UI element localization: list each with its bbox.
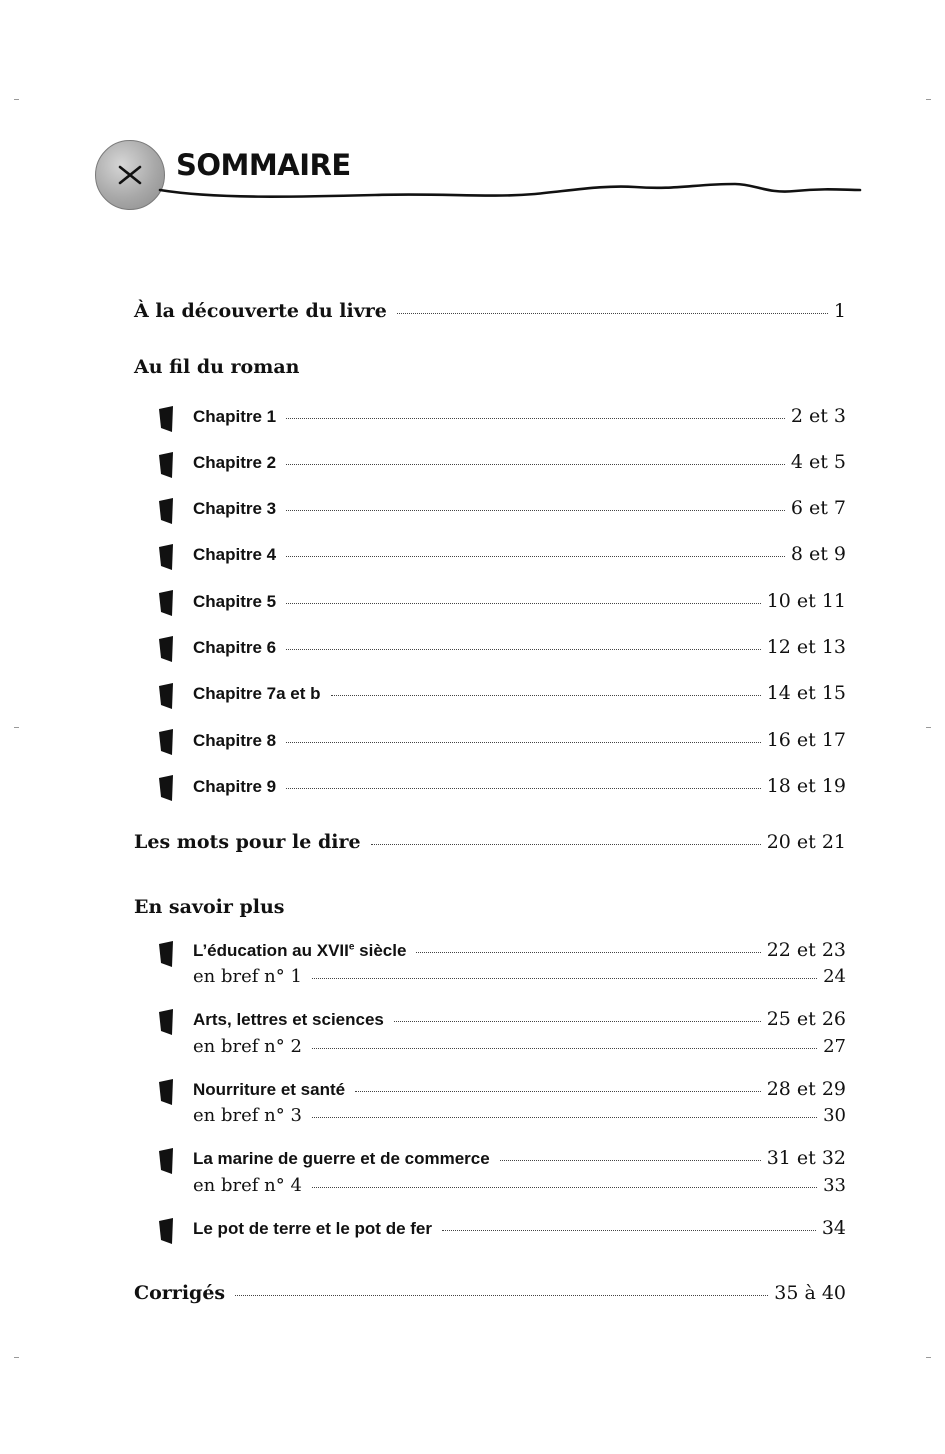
bullet-icon [158, 941, 174, 967]
dot-leader [286, 509, 785, 511]
toc-page: 8 et 9 [790, 543, 846, 565]
dot-leader [286, 417, 785, 419]
toc-label: Chapitre 9 [193, 777, 277, 796]
close-x-icon [116, 164, 144, 186]
dot-leader [286, 787, 761, 789]
toc-entry-chapter[interactable] [193, 729, 846, 751]
dot-leader [312, 1116, 817, 1118]
toc-page: 30 [823, 1105, 846, 1126]
dot-leader [500, 1159, 761, 1161]
toc-entry-brief[interactable] [193, 1175, 846, 1196]
bullet-icon [158, 636, 174, 662]
toc-label: en bref n° 2 [193, 1036, 302, 1057]
toc-entry-savoir[interactable] [193, 1078, 846, 1100]
dot-leader [442, 1229, 816, 1231]
toc-entry-savoir[interactable] [193, 1008, 846, 1030]
toc-label: À la découverte du livre [134, 300, 387, 322]
wavy-underline [155, 178, 865, 202]
dot-leader [355, 1090, 761, 1092]
dot-leader [331, 694, 761, 696]
toc-entry-chapter[interactable] [193, 682, 846, 704]
toc-page: 10 et 11 [766, 590, 846, 612]
bullet-icon [158, 1148, 174, 1174]
toc-page: 2 et 3 [790, 405, 846, 427]
toc-entry-mots[interactable] [134, 831, 846, 853]
dot-leader [286, 741, 761, 743]
toc-label [193, 941, 406, 961]
toc-entry-chapter[interactable] [193, 543, 846, 565]
dot-leader [235, 1294, 768, 1296]
toc-page: 24 [823, 966, 846, 987]
toc-page: 35 à 40 [774, 1282, 846, 1304]
page-title: SOMMAIRE [176, 148, 351, 182]
dot-leader [312, 1186, 817, 1188]
toc-label: Chapitre 7a et b [193, 684, 321, 703]
toc-label: Arts, lettres et sciences [193, 1010, 384, 1029]
dot-leader [286, 648, 761, 650]
toc-entry-chapter[interactable] [193, 451, 846, 473]
toc-label: Chapitre 5 [193, 592, 277, 611]
toc-entry-savoir[interactable] [193, 939, 846, 961]
toc-label: Chapitre 4 [193, 545, 277, 564]
bullet-icon [158, 1009, 174, 1035]
toc-label: Le pot de terre et le pot de fer [193, 1219, 432, 1238]
toc-label: en bref n° 3 [193, 1105, 302, 1126]
dot-leader [286, 602, 761, 604]
toc-page: 33 [823, 1175, 846, 1196]
bullet-icon [158, 683, 174, 709]
toc-entry-chapter[interactable] [193, 497, 846, 519]
toc-label-part: siècle [354, 941, 407, 960]
dot-leader [394, 1020, 761, 1022]
dot-leader [286, 555, 785, 557]
toc-label: Chapitre 1 [193, 407, 277, 426]
toc-page: 27 [823, 1036, 846, 1057]
toc-entry-chapter[interactable] [193, 405, 846, 427]
crop-mark [926, 1357, 931, 1358]
toc-label: La marine de guerre et de commerce [193, 1149, 490, 1168]
toc-page: 12 et 13 [766, 636, 846, 658]
toc-page: 18 et 19 [766, 775, 846, 797]
toc-label: Chapitre 8 [193, 731, 277, 750]
section-heading-savoir: En savoir plus [134, 896, 285, 918]
toc-page: 22 et 23 [766, 939, 846, 961]
crop-mark [926, 727, 931, 728]
toc-label: Chapitre 3 [193, 499, 277, 518]
bullet-icon [158, 1079, 174, 1105]
bullet-icon [158, 544, 174, 570]
dot-leader [286, 463, 785, 465]
toc-label-part: L’éducation au XVII [193, 941, 349, 960]
toc-page: 34 [821, 1217, 846, 1239]
dot-leader [371, 843, 761, 845]
toc-label: Corrigés [134, 1282, 226, 1304]
toc-page: 25 et 26 [766, 1008, 846, 1030]
toc-entry-chapter[interactable] [193, 636, 846, 658]
toc-entry-intro[interactable] [134, 300, 846, 322]
toc-label: Chapitre 2 [193, 453, 277, 472]
toc-label: Les mots pour le dire [134, 831, 361, 853]
bullet-icon [158, 590, 174, 616]
toc-entry-chapter[interactable] [193, 590, 846, 612]
toc-page: 31 et 32 [766, 1147, 846, 1169]
bullet-icon [158, 406, 174, 432]
bullet-icon [158, 1218, 174, 1244]
page-header [95, 140, 865, 220]
toc-entry-chapter[interactable] [193, 775, 846, 797]
toc-page: 20 et 21 [766, 831, 846, 853]
toc-entry-brief[interactable] [193, 1105, 846, 1126]
toc-label-sup: e [348, 941, 355, 953]
toc-entry-savoir[interactable] [193, 1147, 846, 1169]
bullet-icon [158, 498, 174, 524]
toc-label: en bref n° 1 [193, 966, 302, 987]
toc-label: en bref n° 4 [193, 1175, 302, 1196]
dot-leader [312, 977, 817, 979]
toc-entry-savoir[interactable] [193, 1217, 846, 1239]
toc-page: 4 et 5 [790, 451, 846, 473]
bullet-icon [158, 729, 174, 755]
toc-page: 1 [833, 300, 846, 322]
toc-label: Nourriture et santé [193, 1080, 346, 1099]
crop-mark [14, 727, 19, 728]
toc-page: 28 et 29 [766, 1078, 846, 1100]
crop-mark [14, 1357, 19, 1358]
toc-entry-corriges[interactable] [134, 1282, 846, 1304]
crop-mark [14, 99, 19, 100]
section-heading-roman: Au fil du roman [134, 356, 300, 378]
toc-entry-brief[interactable] [193, 1036, 846, 1057]
bullet-icon [158, 452, 174, 478]
toc-page: 6 et 7 [790, 497, 846, 519]
dot-leader [397, 312, 828, 314]
dot-leader [312, 1047, 817, 1049]
bullet-icon [158, 775, 174, 801]
toc-entry-brief[interactable] [193, 966, 846, 987]
dot-leader [416, 951, 760, 953]
toc-label: Chapitre 6 [193, 638, 277, 657]
toc-page: 14 et 15 [766, 682, 846, 704]
toc-page: 16 et 17 [766, 729, 846, 751]
crop-mark [926, 99, 931, 100]
